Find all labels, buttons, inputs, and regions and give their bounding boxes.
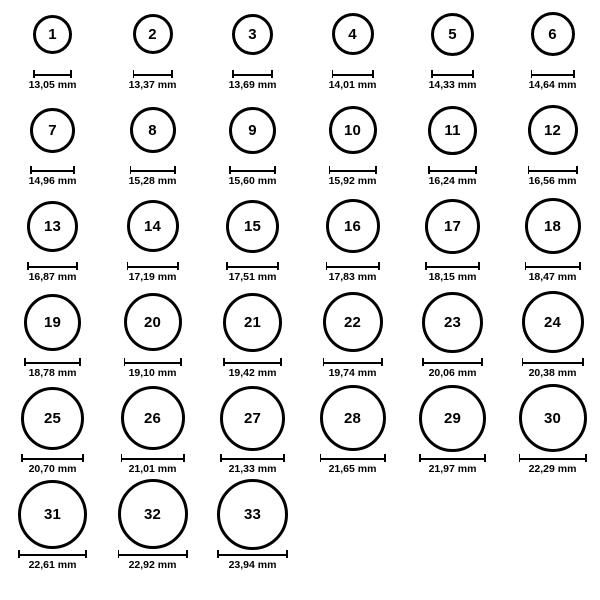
diameter-value: 21,97 mm	[428, 463, 477, 475]
diameter-value: 21,33 mm	[228, 463, 277, 475]
ring-size-label: 1	[48, 25, 57, 43]
ring-size-label: 12	[543, 121, 562, 139]
diameter-value: 14,33 mm	[428, 79, 477, 91]
ring-size-label: 17	[443, 217, 462, 235]
ring-size-label: 15	[243, 217, 262, 235]
ring-outline-icon	[326, 199, 380, 253]
ring-size-cell	[105, 192, 200, 284]
ring-size-cell	[505, 0, 600, 92]
ring-size-cell	[205, 288, 300, 380]
caliper-icon	[133, 70, 173, 78]
diameter-value: 13,37 mm	[128, 79, 177, 91]
ring-size-label: 5	[448, 25, 457, 43]
ring-outline-icon	[519, 384, 587, 452]
ring-outline-wrap	[130, 96, 176, 164]
ring-outline-icon	[223, 293, 282, 352]
ring-outline-wrap	[519, 384, 587, 452]
ring-outline-wrap	[220, 384, 285, 452]
diameter-value: 15,92 mm	[328, 175, 377, 187]
caliper-icon	[220, 454, 285, 462]
ring-outline-icon	[425, 199, 480, 254]
diameter-dimension	[129, 70, 177, 92]
ring-outline-wrap	[525, 192, 581, 260]
diameter-value: 14,01 mm	[328, 79, 377, 91]
diameter-value: 22,29 mm	[528, 463, 577, 475]
diameter-dimension	[519, 454, 587, 476]
ring-size-label: 30	[543, 409, 562, 427]
diameter-value: 19,74 mm	[328, 367, 377, 379]
ring-outline-wrap	[24, 288, 81, 356]
ring-size-row	[0, 96, 600, 192]
caliper-icon	[18, 550, 87, 558]
diameter-value: 13,69 mm	[228, 79, 277, 91]
ring-outline-wrap	[323, 288, 383, 356]
ring-size-label: 19	[43, 313, 62, 331]
caliper-icon	[121, 454, 185, 462]
ring-outline-icon	[323, 292, 383, 352]
caliper-icon	[127, 262, 179, 270]
ring-size-label: 33	[243, 505, 262, 523]
caliper-icon	[428, 166, 477, 174]
ring-outline-icon	[320, 385, 386, 451]
ring-outline-icon	[525, 198, 581, 254]
caliper-icon	[419, 454, 486, 462]
ring-outline-icon	[18, 480, 87, 549]
diameter-value: 18,47 mm	[528, 271, 577, 283]
ring-size-cell	[305, 192, 400, 284]
ring-size-label: 6	[548, 25, 557, 43]
diameter-value: 20,70 mm	[28, 463, 77, 475]
diameter-value: 13,05 mm	[28, 79, 77, 91]
caliper-icon	[522, 358, 584, 366]
caliper-icon	[425, 262, 480, 270]
ring-size-label: 24	[543, 313, 562, 331]
ring-size-cell	[405, 0, 500, 92]
diameter-value: 15,28 mm	[128, 175, 177, 187]
ring-outline-icon	[124, 293, 182, 351]
ring-size-cell	[105, 288, 200, 380]
ring-size-cell	[105, 96, 200, 188]
ring-size-label: 28	[343, 409, 362, 427]
diameter-dimension	[118, 550, 188, 572]
diameter-dimension	[217, 550, 288, 572]
ring-outline-wrap	[133, 0, 173, 68]
ring-size-label: 16	[343, 217, 362, 235]
ring-size-label: 27	[243, 409, 262, 427]
caliper-icon	[329, 166, 377, 174]
ring-outline-wrap	[232, 0, 273, 68]
ring-outline-wrap	[18, 480, 87, 548]
ring-size-label: 32	[143, 505, 162, 523]
ring-size-label: 8	[148, 121, 157, 139]
diameter-value: 14,96 mm	[28, 175, 77, 187]
diameter-dimension	[226, 262, 279, 284]
diameter-dimension	[422, 358, 483, 380]
ring-size-label: 14	[143, 217, 162, 235]
ring-outline-icon	[130, 107, 176, 153]
ring-size-cell	[305, 288, 400, 380]
ring-size-cell	[105, 480, 200, 572]
ring-size-label: 4	[348, 25, 357, 43]
caliper-icon	[118, 550, 188, 558]
ring-size-cell	[505, 96, 600, 188]
ring-outline-wrap	[223, 288, 282, 356]
ring-size-cell	[5, 96, 100, 188]
ring-size-cell	[205, 480, 300, 572]
ring-outline-icon	[431, 13, 474, 56]
ring-outline-icon	[419, 385, 486, 452]
ring-size-cell	[405, 96, 500, 188]
diameter-dimension	[129, 166, 177, 188]
diameter-value: 16,56 mm	[528, 175, 577, 187]
diameter-value: 17,51 mm	[228, 271, 277, 283]
ring-outline-icon	[232, 14, 273, 55]
ring-size-row	[0, 192, 600, 288]
ring-outline-wrap	[522, 288, 584, 356]
ring-outline-icon	[118, 479, 188, 549]
caliper-icon	[124, 358, 182, 366]
ring-outline-wrap	[21, 384, 84, 452]
diameter-dimension	[27, 262, 78, 284]
diameter-value: 22,61 mm	[28, 559, 77, 571]
diameter-dimension	[329, 70, 377, 92]
diameter-dimension	[29, 70, 77, 92]
caliper-icon	[229, 166, 276, 174]
ring-size-label: 20	[143, 313, 162, 331]
ring-size-row	[0, 480, 600, 576]
diameter-dimension	[425, 262, 480, 284]
ring-size-cell	[5, 0, 100, 92]
ring-outline-icon	[528, 105, 578, 155]
diameter-dimension	[229, 70, 277, 92]
ring-size-cell	[105, 384, 200, 476]
ring-outline-wrap	[332, 0, 374, 68]
ring-outline-wrap	[30, 96, 75, 164]
caliper-icon	[217, 550, 288, 558]
ring-size-label: 23	[443, 313, 462, 331]
diameter-dimension	[522, 358, 584, 380]
ring-size-label: 10	[343, 121, 362, 139]
ring-outline-wrap	[326, 192, 380, 260]
caliper-icon	[519, 454, 587, 462]
ring-outline-wrap	[124, 288, 182, 356]
caliper-icon	[525, 262, 581, 270]
diameter-value: 22,92 mm	[128, 559, 177, 571]
ring-outline-wrap	[33, 0, 72, 68]
ring-outline-icon	[24, 294, 81, 351]
ring-size-cell	[5, 192, 100, 284]
diameter-dimension	[127, 262, 179, 284]
caliper-icon	[323, 358, 383, 366]
ring-outline-wrap	[320, 384, 386, 452]
caliper-icon	[320, 454, 386, 462]
diameter-value: 17,19 mm	[128, 271, 177, 283]
ring-outline-wrap	[121, 384, 185, 452]
ring-outline-icon	[127, 200, 179, 252]
ring-size-cell	[5, 288, 100, 380]
ring-size-cell	[305, 96, 400, 188]
diameter-value: 18,15 mm	[428, 271, 477, 283]
ring-size-label: 18	[543, 217, 562, 235]
ring-outline-wrap	[419, 384, 486, 452]
diameter-dimension	[229, 166, 277, 188]
diameter-value: 14,64 mm	[528, 79, 577, 91]
ring-outline-icon	[329, 106, 377, 154]
diameter-dimension	[320, 454, 386, 476]
ring-size-cell	[405, 288, 500, 380]
ring-outline-wrap	[27, 192, 78, 260]
ring-outline-wrap	[229, 96, 276, 164]
diameter-value: 20,06 mm	[428, 367, 477, 379]
ring-outline-wrap	[431, 0, 474, 68]
diameter-value: 18,78 mm	[28, 367, 77, 379]
diameter-value: 19,42 mm	[228, 367, 277, 379]
diameter-dimension	[223, 358, 282, 380]
ring-outline-wrap	[531, 0, 575, 68]
caliper-icon	[27, 262, 78, 270]
ring-outline-icon	[428, 106, 477, 155]
ring-outline-icon	[531, 12, 575, 56]
ring-size-cell	[205, 192, 300, 284]
diameter-dimension	[323, 358, 383, 380]
ring-outline-wrap	[226, 192, 279, 260]
ring-size-cell	[405, 192, 500, 284]
caliper-icon	[130, 166, 176, 174]
ring-outline-icon	[33, 15, 72, 54]
ring-size-label: 11	[444, 121, 461, 139]
caliper-icon	[431, 70, 474, 78]
diameter-dimension	[429, 70, 477, 92]
diameter-value: 21,01 mm	[128, 463, 177, 475]
ring-outline-wrap	[329, 96, 377, 164]
diameter-value: 23,94 mm	[228, 559, 277, 571]
caliper-icon	[332, 70, 374, 78]
diameter-dimension	[121, 454, 185, 476]
diameter-dimension	[525, 262, 581, 284]
ring-outline-icon	[422, 292, 483, 353]
ring-size-cell	[505, 288, 600, 380]
diameter-dimension	[528, 166, 578, 188]
ring-size-row	[0, 384, 600, 480]
diameter-value: 17,83 mm	[328, 271, 377, 283]
ring-outline-icon	[30, 108, 75, 153]
ring-size-row	[0, 288, 600, 384]
ring-size-cell	[205, 384, 300, 476]
ring-size-label: 22	[343, 313, 362, 331]
ring-outline-wrap	[428, 96, 477, 164]
ring-outline-wrap	[425, 192, 480, 260]
diameter-dimension	[529, 70, 577, 92]
ring-size-cell	[205, 96, 300, 188]
ring-outline-icon	[522, 291, 584, 353]
caliper-icon	[422, 358, 483, 366]
diameter-dimension	[29, 166, 77, 188]
diameter-dimension	[428, 166, 477, 188]
caliper-icon	[226, 262, 279, 270]
caliper-icon	[326, 262, 380, 270]
diameter-dimension	[326, 262, 380, 284]
caliper-icon	[223, 358, 282, 366]
caliper-icon	[21, 454, 84, 462]
ring-outline-wrap	[127, 192, 179, 260]
ring-outline-icon	[226, 200, 279, 253]
ring-size-cell	[505, 192, 600, 284]
ring-size-label: 26	[143, 409, 162, 427]
ring-size-cell	[205, 0, 300, 92]
ring-outline-icon	[21, 387, 84, 450]
diameter-dimension	[18, 550, 87, 572]
ring-size-label: 7	[48, 121, 57, 139]
diameter-dimension	[24, 358, 81, 380]
ring-outline-wrap	[118, 480, 188, 548]
ring-size-cell	[505, 384, 600, 476]
diameter-value: 16,87 mm	[28, 271, 77, 283]
ring-size-cell	[305, 384, 400, 476]
ring-size-label: 3	[248, 25, 257, 43]
ring-size-row	[0, 0, 600, 96]
diameter-value: 15,60 mm	[228, 175, 277, 187]
ring-outline-wrap	[528, 96, 578, 164]
caliper-icon	[528, 166, 578, 174]
ring-size-label: 25	[43, 409, 62, 427]
ring-size-label: 31	[43, 505, 62, 523]
ring-outline-icon	[229, 107, 276, 154]
caliper-icon	[24, 358, 81, 366]
diameter-value: 16,24 mm	[428, 175, 477, 187]
ring-size-label: 29	[443, 409, 462, 427]
diameter-value: 19,10 mm	[128, 367, 177, 379]
caliper-icon	[33, 70, 72, 78]
ring-outline-wrap	[217, 480, 288, 548]
ring-size-label: 9	[248, 121, 257, 139]
diameter-dimension	[329, 166, 377, 188]
diameter-value: 20,38 mm	[528, 367, 577, 379]
caliper-icon	[232, 70, 273, 78]
ring-outline-icon	[27, 201, 78, 252]
ring-size-label: 2	[148, 25, 157, 43]
diameter-dimension	[220, 454, 285, 476]
ring-size-label: 21	[243, 313, 262, 331]
caliper-icon	[30, 166, 75, 174]
ring-size-cell	[5, 384, 100, 476]
ring-outline-icon	[133, 14, 173, 54]
ring-outline-icon	[332, 13, 374, 55]
ring-size-cell	[305, 0, 400, 92]
ring-outline-wrap	[422, 288, 483, 356]
diameter-dimension	[21, 454, 84, 476]
ring-size-cell	[105, 0, 200, 92]
ring-outline-icon	[121, 386, 185, 450]
diameter-value: 21,65 mm	[328, 463, 377, 475]
ring-size-cell	[405, 384, 500, 476]
diameter-dimension	[419, 454, 486, 476]
caliper-icon	[531, 70, 575, 78]
ring-size-cell	[5, 480, 100, 572]
ring-size-label: 13	[43, 217, 62, 235]
diameter-dimension	[124, 358, 182, 380]
ring-outline-icon	[220, 386, 285, 451]
ring-outline-icon	[217, 479, 288, 550]
